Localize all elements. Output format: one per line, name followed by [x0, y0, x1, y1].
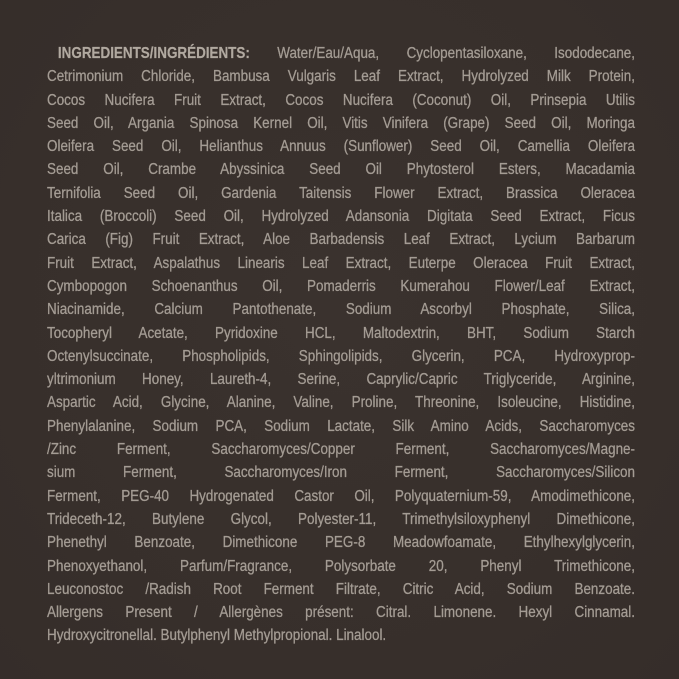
- ingredient-line: Cymbopogon Schoenanthus Oil, Pomaderris Kumerahou Flower/Leaf Extract,: [47, 277, 635, 295]
- ingredient-line: /Zinc Ferment, Saccharomyces/Copper Ferment, Saccharomyces/Magne-: [47, 441, 635, 459]
- ingredient-line: Carica (Fig) Fruit Extract, Aloe Barbadensis Leaf Extract, Lycium Barbarum: [47, 231, 635, 249]
- ingredient-line: yltrimonium Honey, Laureth-4, Serine, Caprylic/Capric Triglyceride, Arginine,: [47, 371, 635, 389]
- ingredient-line: Phenylalanine, Sodium PCA, Sodium Lactate, Silk Amino Acids, Saccharomyces: [47, 417, 635, 435]
- ingredient-line: [47, 42, 635, 65]
- ingredient-line: Fruit Extract, Aspalathus Linearis Leaf Extract, Euterpe Oleracea Fruit Extract,: [47, 254, 635, 272]
- ingredient-line: Octenylsuccinate, Phospholipids, Sphingolipids, Glycerin, PCA, Hydroxyprop-: [47, 347, 635, 365]
- ingredient-line: Hydroxycitronellal. Butylphenyl Methylpropional. Linalool.: [47, 627, 387, 645]
- ingredient-line: Niacinamide, Calcium Pantothenate, Sodium Ascorbyl Phosphate, Silica,: [47, 301, 635, 319]
- ingredient-line: Ternifolia Seed Oil, Gardenia Taitensis Flower Extract, Brassica Oleracea: [47, 184, 635, 202]
- ingredient-line: Allergens Present / Allergènes présent: Citral. Limonene. Hexyl Cinnamal.: [47, 604, 635, 622]
- ingredient-line: sium Ferment, Saccharomyces/Iron Ferment, Saccharomyces/Silicon: [47, 464, 635, 482]
- ingredient-line: Phenoxyethanol, Parfum/Fragrance, Polysorbate 20, Phenyl Trimethicone,: [47, 557, 635, 575]
- ingredients-text-block: [47, 42, 635, 648]
- ingredient-line: Cocos Nucifera Fruit Extract, Cocos Nucifera (Coconut) Oil, Prinsepia Utilis: [47, 91, 635, 109]
- ingredient-line: Cetrimonium Chloride, Bambusa Vulgaris Leaf Extract, Hydrolyzed Milk Protein,: [47, 68, 635, 86]
- ingredient-line: Seed Oil, Argania Spinosa Kernel Oil, Vitis Vinifera (Grape) Seed Oil, Moringa: [47, 114, 635, 132]
- ingredient-line: Trideceth-12, Butylene Glycol, Polyester-11, Trimethylsiloxyphenyl Dimethicone,: [47, 510, 635, 528]
- ingredients-heading: INGREDIENTS/INGRÉDIENTS:: [57, 45, 250, 62]
- ingredient-line: Ferment, PEG-40 Hydrogenated Castor Oil, Polyquaternium-59, Amodimethicone,: [47, 487, 635, 505]
- ingredient-line: Oleifera Seed Oil, Helianthus Annuus (Sunflower) Seed Oil, Camellia Oleifera: [47, 138, 635, 156]
- ingredient-line: Italica (Broccoli) Seed Oil, Hydrolyzed Adansonia Digitata Seed Extract, Ficus: [47, 208, 635, 226]
- ingredient-line: Phenethyl Benzoate, Dimethicone PEG-8 Meadowfoamate, Ethylhexylglycerin,: [47, 534, 635, 552]
- ingredient-line: Leuconostoc /Radish Root Ferment Filtrate, Citric Acid, Sodium Benzoate.: [47, 580, 635, 598]
- ingredient-line-text: Water/Eau/Aqua, Cyclopentasiloxane, Isododecane,: [249, 45, 635, 62]
- ingredient-line: Aspartic Acid, Glycine, Alanine, Valine, Proline, Threonine, Isoleucine, Histidine,: [47, 394, 635, 412]
- ingredient-line: Tocopheryl Acetate, Pyridoxine HCL, Maltodextrin, BHT, Sodium Starch: [47, 324, 635, 342]
- ingredient-line: Seed Oil, Crambe Abyssinica Seed Oil Phytosterol Esters, Macadamia: [47, 161, 635, 179]
